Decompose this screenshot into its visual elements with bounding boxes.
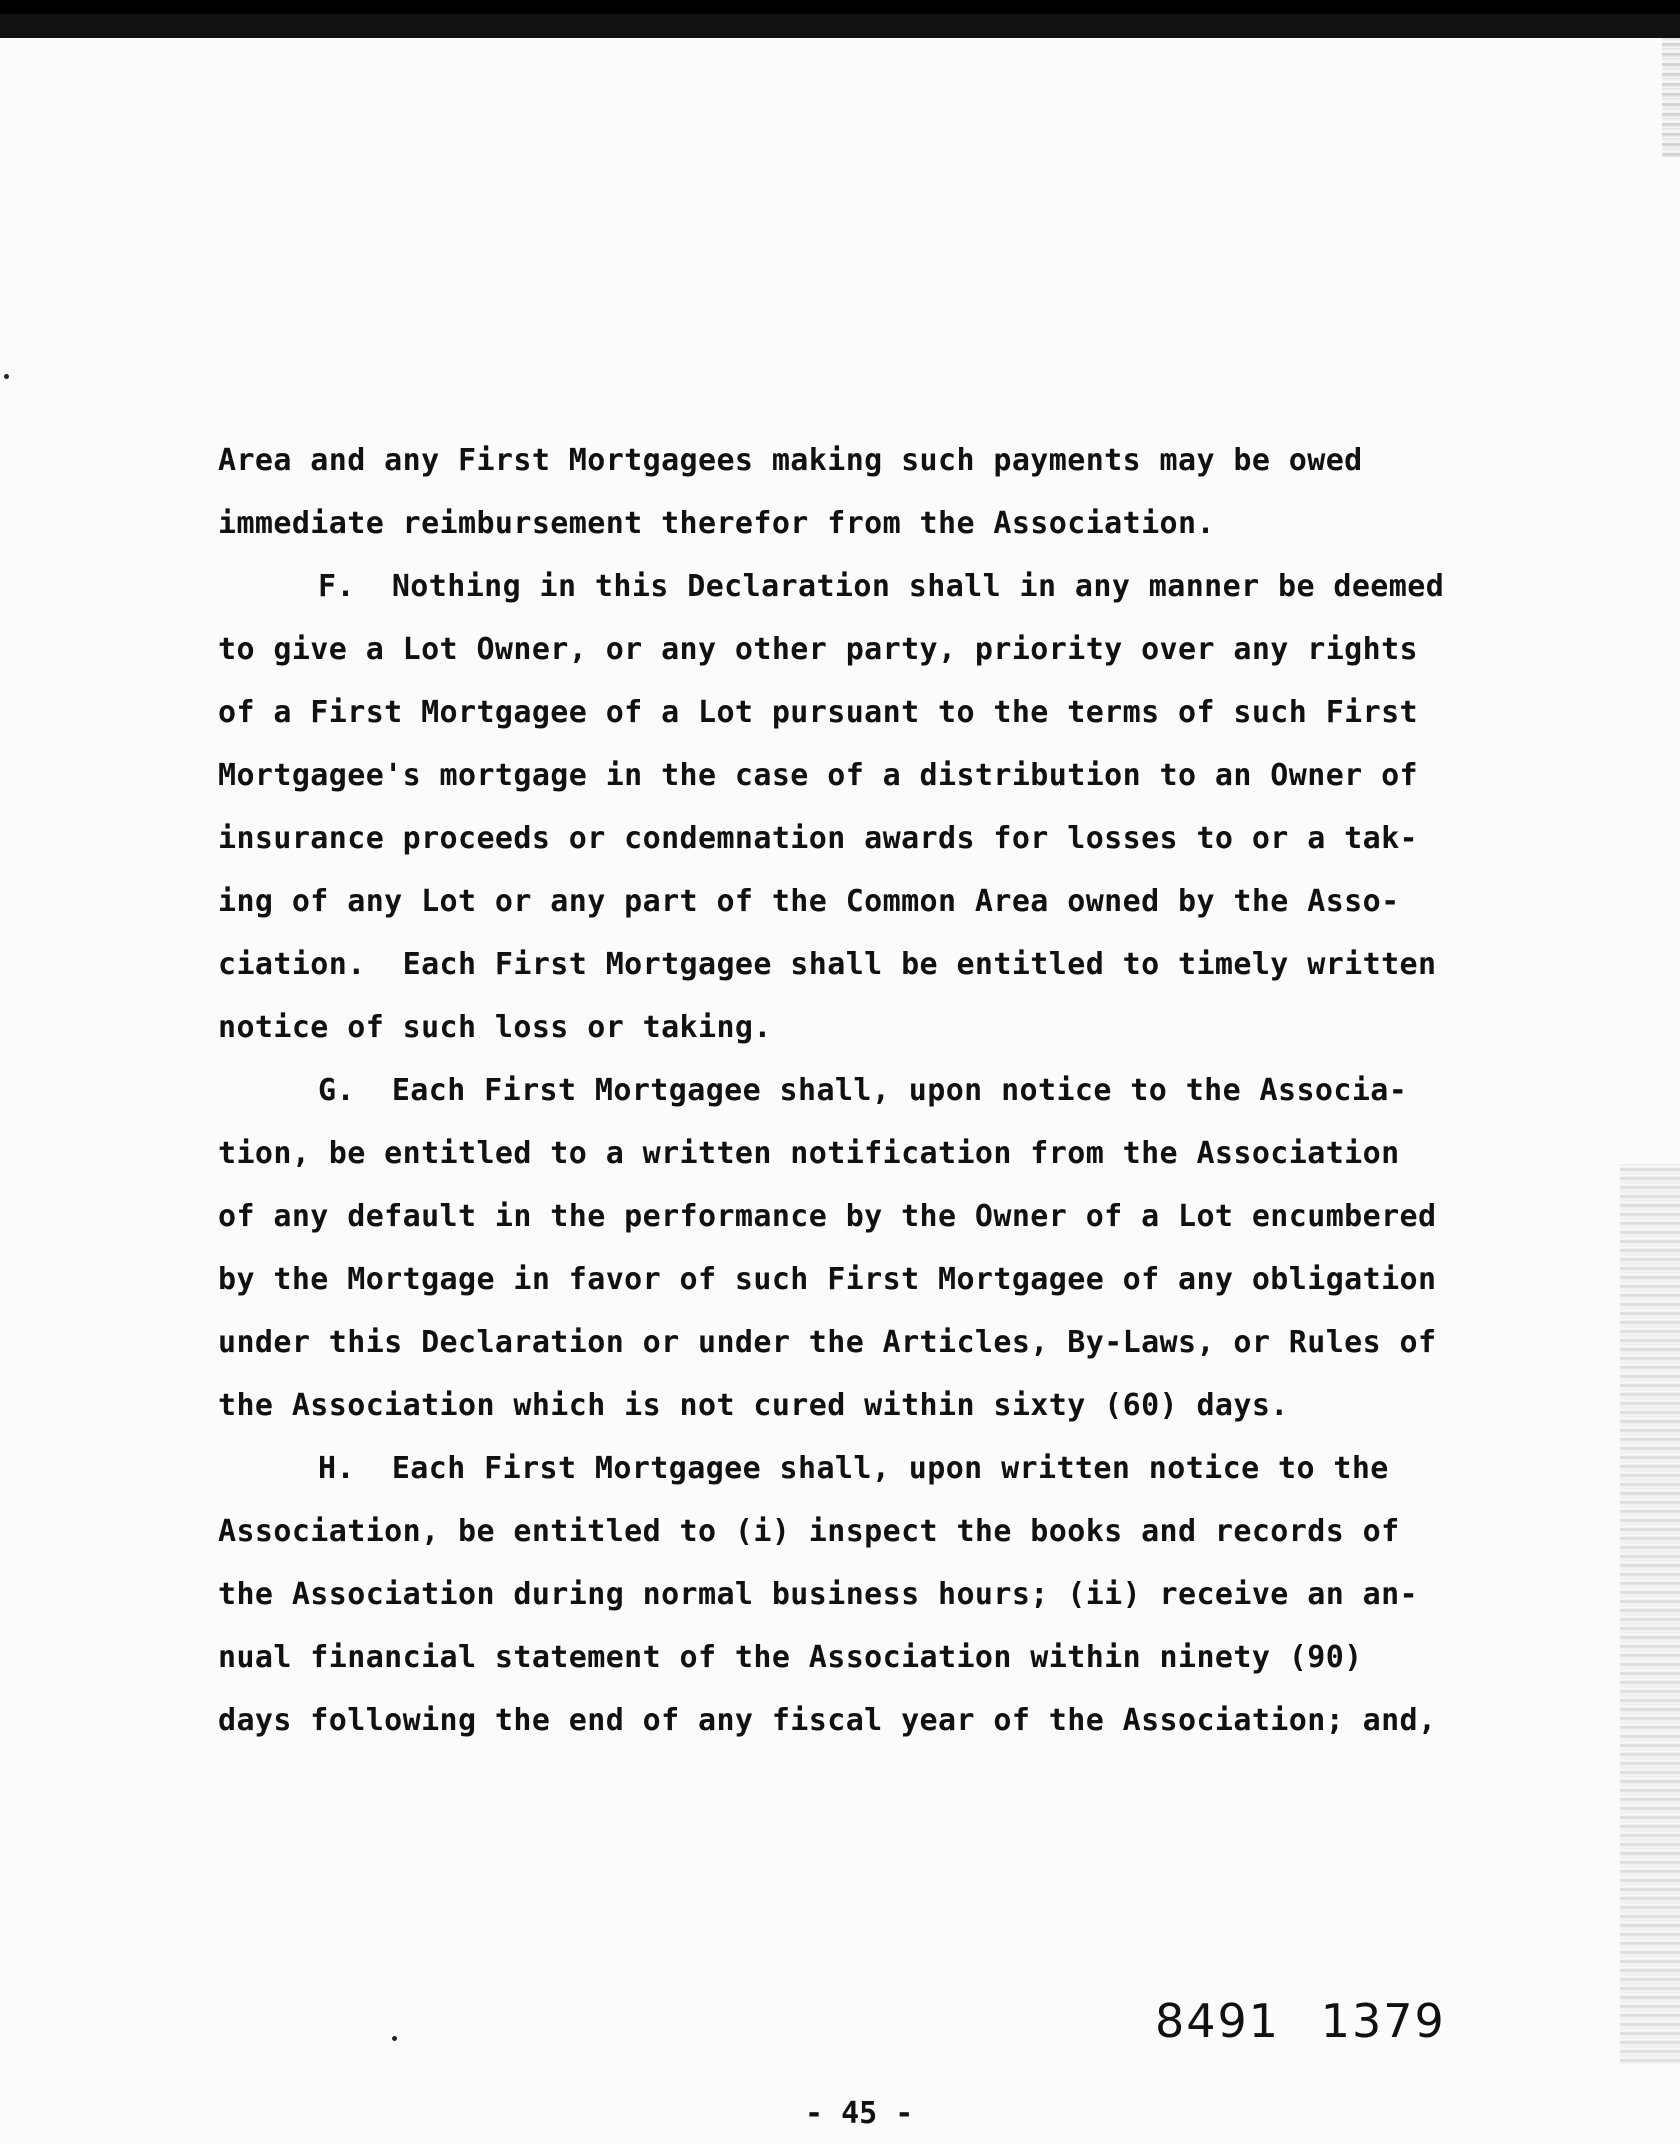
text-line: Area and any First Mortgagees making such payments may be owed <box>218 443 1363 478</box>
page-number: - 45 - <box>805 2096 914 2131</box>
scan-speck <box>4 374 9 379</box>
text-line: by the Mortgage in favor of such First Mortgagee of any obligation <box>218 1262 1437 1297</box>
scan-edge-noise <box>1620 1164 1680 2064</box>
paragraph-f-start: F. Nothing in this Declaration shall in any manner be deemed <box>318 569 1445 604</box>
text-line: Mortgagee's mortgage in the case of a distribution to an Owner of <box>218 758 1418 793</box>
text-line: under this Declaration or under the Articles, By-Laws, or Rules of <box>218 1325 1437 1360</box>
paragraph-g-start: G. Each First Mortgagee shall, upon notice to the Associa- <box>318 1073 1408 1108</box>
text-line: Association, be entitled to (i) inspect the books and records of <box>218 1514 1400 1549</box>
body-text <box>218 429 1518 1752</box>
document-page <box>0 14 1680 2144</box>
scan-speck <box>392 2036 397 2041</box>
scan-top-edge <box>0 14 1680 38</box>
text-line: tion, be entitled to a written notification from the Association <box>218 1136 1400 1171</box>
text-line: insurance proceeds or condemnation awards for losses to or a tak- <box>218 821 1418 856</box>
scan-edge-noise <box>1662 38 1680 158</box>
text-line: immediate reimbursement therefor from the Association. <box>218 506 1215 541</box>
text-line: the Association which is not cured within sixty (60) days. <box>218 1388 1289 1423</box>
text-line: ciation. Each First Mortgagee shall be entitled to timely written <box>218 947 1437 982</box>
paragraph-h-start: H. Each First Mortgagee shall, upon written notice to the <box>318 1451 1389 1486</box>
text-line: ing of any Lot or any part of the Common Area owned by the Asso- <box>218 884 1400 919</box>
text-line: notice of such loss or taking. <box>218 1010 772 1045</box>
text-line: of a First Mortgagee of a Lot pursuant to the terms of such First <box>218 695 1418 730</box>
text-line: days following the end of any fiscal year of the Association; and, <box>218 1703 1437 1738</box>
document-number: 8491 1379 <box>1155 1994 1446 2048</box>
text-line: to give a Lot Owner, or any other party, priority over any rights <box>218 632 1418 667</box>
text-line: the Association during normal business hours; (ii) receive an an- <box>218 1577 1418 1612</box>
text-line: nual financial statement of the Association within ninety (90) <box>218 1640 1363 1675</box>
text-line: of any default in the performance by the Owner of a Lot encumbered <box>218 1199 1437 1234</box>
